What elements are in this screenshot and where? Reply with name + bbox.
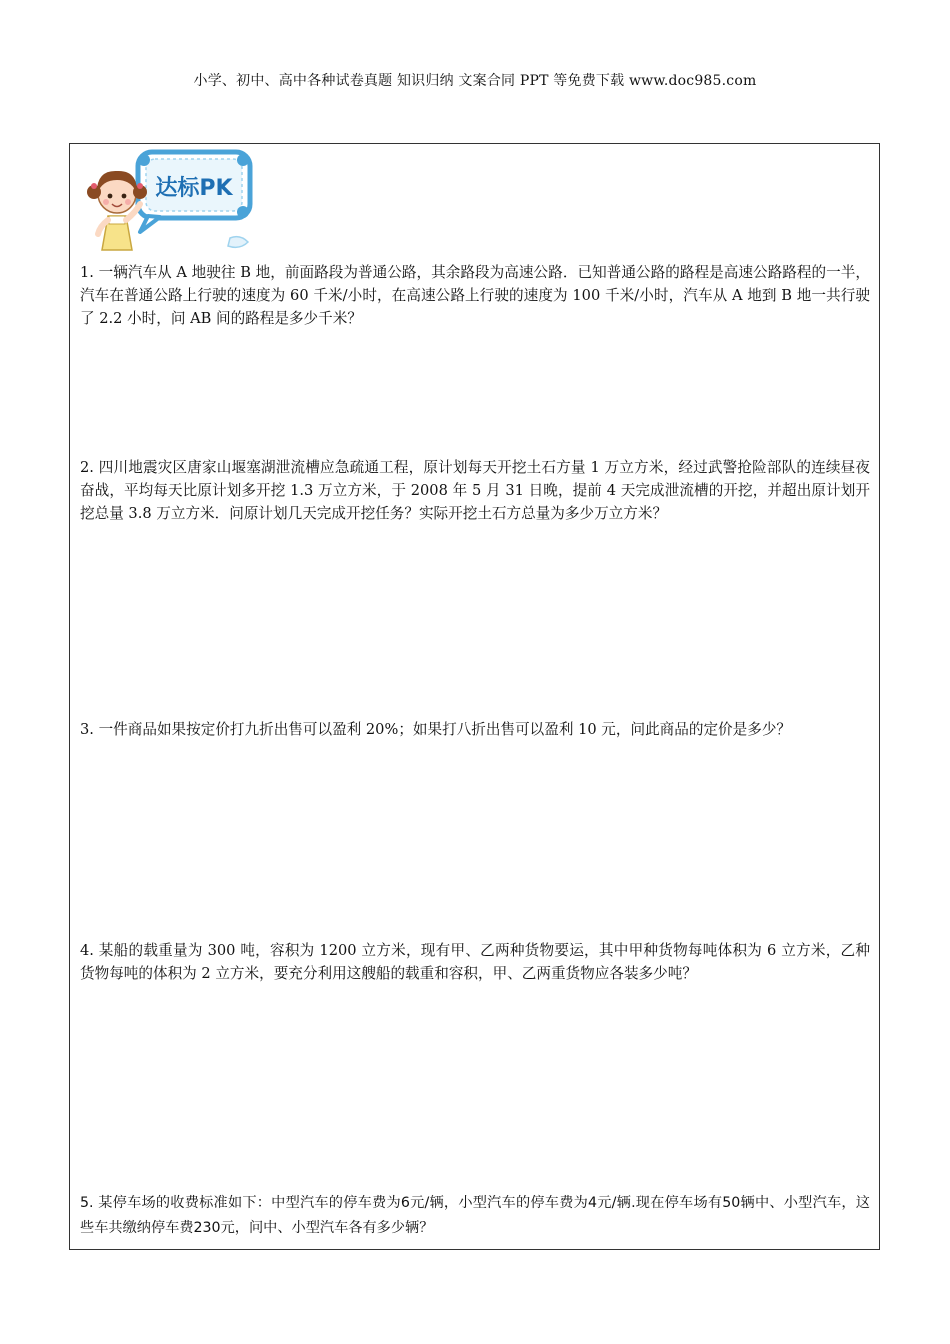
site-header: 小学、初中、高中各种试卷真题 知识归纳 文案合同 PPT 等免费下载 www.doc985.com [193, 73, 757, 89]
badge-label: 达标PK [155, 176, 233, 201]
question-1: 1. 一辆汽车从 A 地驶往 B 地，前面路段为普通公路，其余路段为高速公路．已知普通公路的路程是高速公路路程的一半，汽车在普通公路上行驶的速度为 60 千米/小时，在高速公路上行驶的速度为 100 千米/小时，汽车从 A 地到 B 地一共行驶了 2.2 小时，问 AB 间的路程是多少千米？ [80, 264, 870, 327]
badge-illustration [80, 146, 255, 254]
question-4: 4. 某船的载重量为 300 吨，容积为 1200 立方米，现有甲、乙两种货物要运，其中甲种货物每吨体积为 6 立方米，乙种货物每吨的体积为 2 立方米，要充分利用这艘船的载重和容积，甲、乙两重货物应各装多少吨？ [80, 942, 870, 982]
worksheet-frame [69, 143, 880, 1250]
question-3: 3. 一件商品如果按定价打九折出售可以盈利 20%；如果打八折出售可以盈利 10 元，问此商品的定价是多少？ [80, 721, 792, 738]
question-2: 2. 四川地震灾区唐家山堰塞湖泄流槽应急疏通工程，原计划每天开挖土石方量 1 万立方米，经过武警抢险部队的连续昼夜奋战，平均每天比原计划多开挖 1.3 万立方米，于 2008 年 5 月 31 日晚，提前 4 天完成泄流槽的开挖，并超出原计划开挖总量 3.8 万立方米．问原计划几天完成开挖任务？实际开挖土石方总量为多少万立方米？ [80, 459, 870, 522]
question-5: 5. 某停车场的收费标准如下：中型汽车的停车费为6元/辆，小型汽车的停车费为4元/辆.现在停车场有50辆中、小型汽车，这些车共缴纳停车费230元，问中、小型汽车各有多少辆？ [80, 1195, 870, 1236]
